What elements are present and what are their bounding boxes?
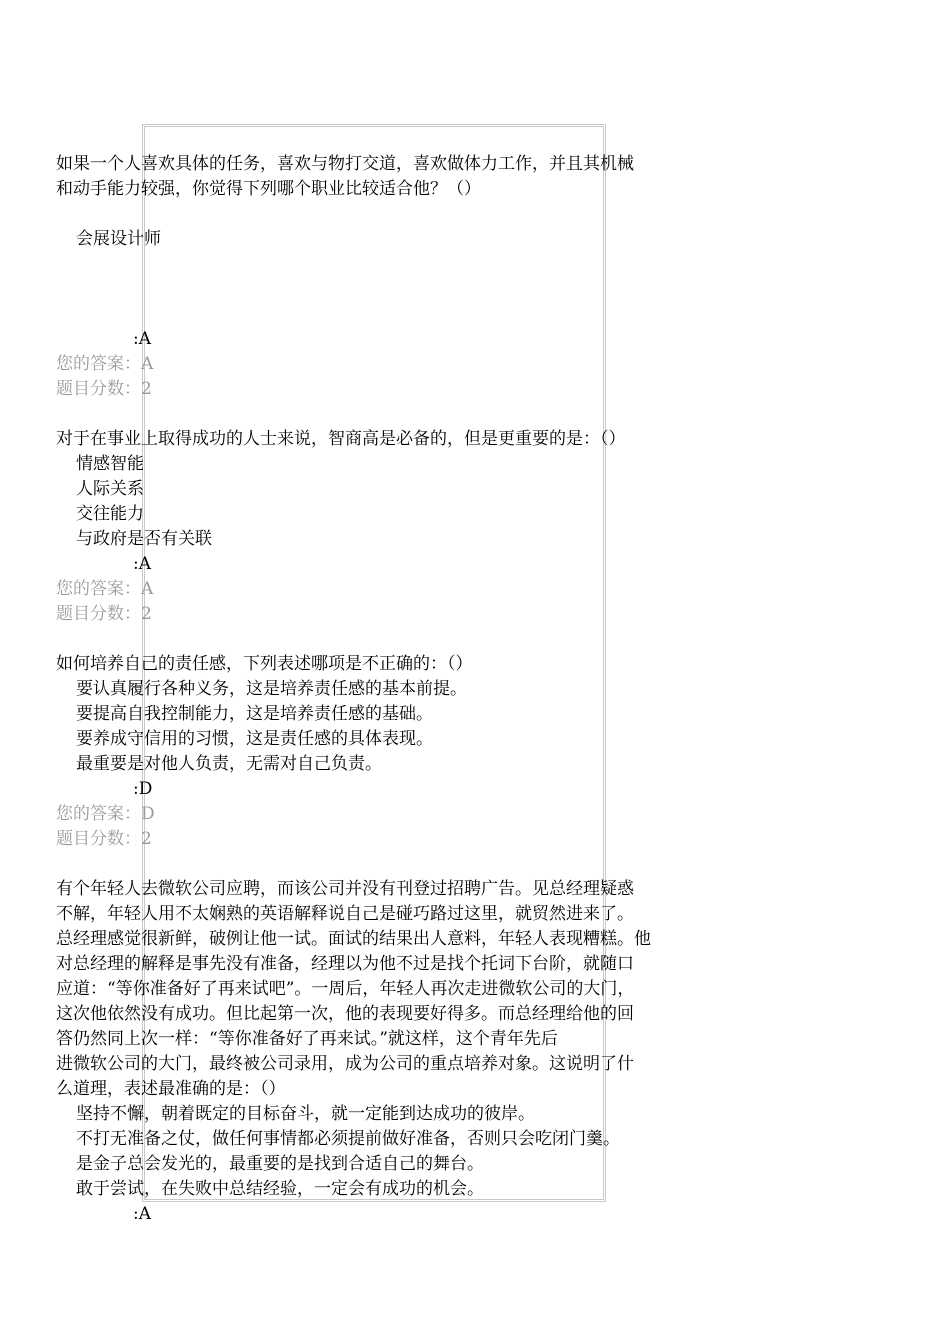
question-text: 如果一个人喜欢具体的任务，喜欢与物打交道，喜欢做体力工作，并且其机械 [56, 154, 634, 174]
option-3: 交往能力 [76, 504, 144, 524]
option-3: 是金子总会发光的，最重要的是找到合适自己的舞台。 [76, 1154, 484, 1174]
answer-key: :A [133, 1204, 152, 1224]
question-2 [56, 427, 716, 652]
question-text: 进微软公司的大门，最终被公司录用，成为公司的重点培养对象。这说明了什 [56, 1054, 634, 1074]
option-4: 与政府是否有关联 [76, 529, 212, 549]
question-4 [56, 877, 716, 1227]
option-4: 最重要是对他人负责，无需对自己负责。 [76, 754, 382, 774]
question-text: 对总经理的解释是事先没有准备，经理以为他不过是找个托词下台阶，就随口 [56, 954, 634, 974]
question-text: 不解，年轻人用不太娴熟的英语解释说自己是碰巧路过这里，就贸然进来了。 [56, 904, 634, 924]
option-1: 会展设计师 [76, 229, 161, 249]
option-2: 不打无准备之仗，做任何事情都必须提前做好准备，否则只会吃闭门羹。 [76, 1129, 620, 1149]
question-1 [56, 152, 716, 427]
question-text: 总经理感觉很新鲜，破例让他一试。面试的结果出人意料，年轻人表现糟糕。他 [56, 929, 651, 949]
your-answer: 您的答案：A [56, 579, 154, 599]
question-text: 对于在事业上取得成功的人士来说，智商高是必备的，但是更重要的是：（） [56, 429, 626, 449]
question-3 [56, 652, 716, 877]
option-2: 人际关系 [76, 479, 144, 499]
question-text: 应道：“等你准备好了再来试吧”。一周后，年轻人再次走进微软公司的大门， [56, 979, 635, 999]
question-score: 题目分数：2 [56, 604, 152, 624]
your-answer: 您的答案：D [56, 804, 155, 824]
question-text: 有个年轻人去微软公司应聘，而该公司并没有刊登过招聘广告。见总经理疑惑 [56, 879, 634, 899]
question-text: 如何培养自己的责任感，下列表述哪项是不正确的：（） [56, 654, 473, 674]
option-1: 坚持不懈，朝着既定的目标奋斗，就一定能到达成功的彼岸。 [76, 1104, 535, 1124]
option-2: 要提高自我控制能力，这是培养责任感的基础。 [76, 704, 433, 724]
question-text: 答仍然同上次一样：“等你准备好了再来试。”就这样，这个青年先后 [56, 1029, 558, 1049]
question-score: 题目分数：2 [56, 379, 152, 399]
answer-key: :A [133, 554, 152, 574]
option-1: 情感智能 [76, 454, 144, 474]
your-answer: 您的答案：A [56, 354, 154, 374]
answer-key: :D [133, 779, 153, 799]
question-text: 这次他依然没有成功。但比起第一次，他的表现要好得多。而总经理给他的回 [56, 1004, 634, 1024]
option-1: 要认真履行各种义务，这是培养责任感的基本前提。 [76, 679, 467, 699]
option-4: 敢于尝试，在失败中总结经验，一定会有成功的机会。 [76, 1179, 484, 1199]
answer-key: :A [133, 329, 152, 349]
option-3: 要养成守信用的习惯，这是责任感的具体表现。 [76, 729, 433, 749]
question-text: 么道理，表述最准确的是：（） [56, 1079, 286, 1099]
question-score: 题目分数：2 [56, 829, 152, 849]
quiz-content [56, 152, 716, 1227]
question-text: 和动手能力较强，你觉得下列哪个职业比较适合他？（） [56, 179, 481, 199]
